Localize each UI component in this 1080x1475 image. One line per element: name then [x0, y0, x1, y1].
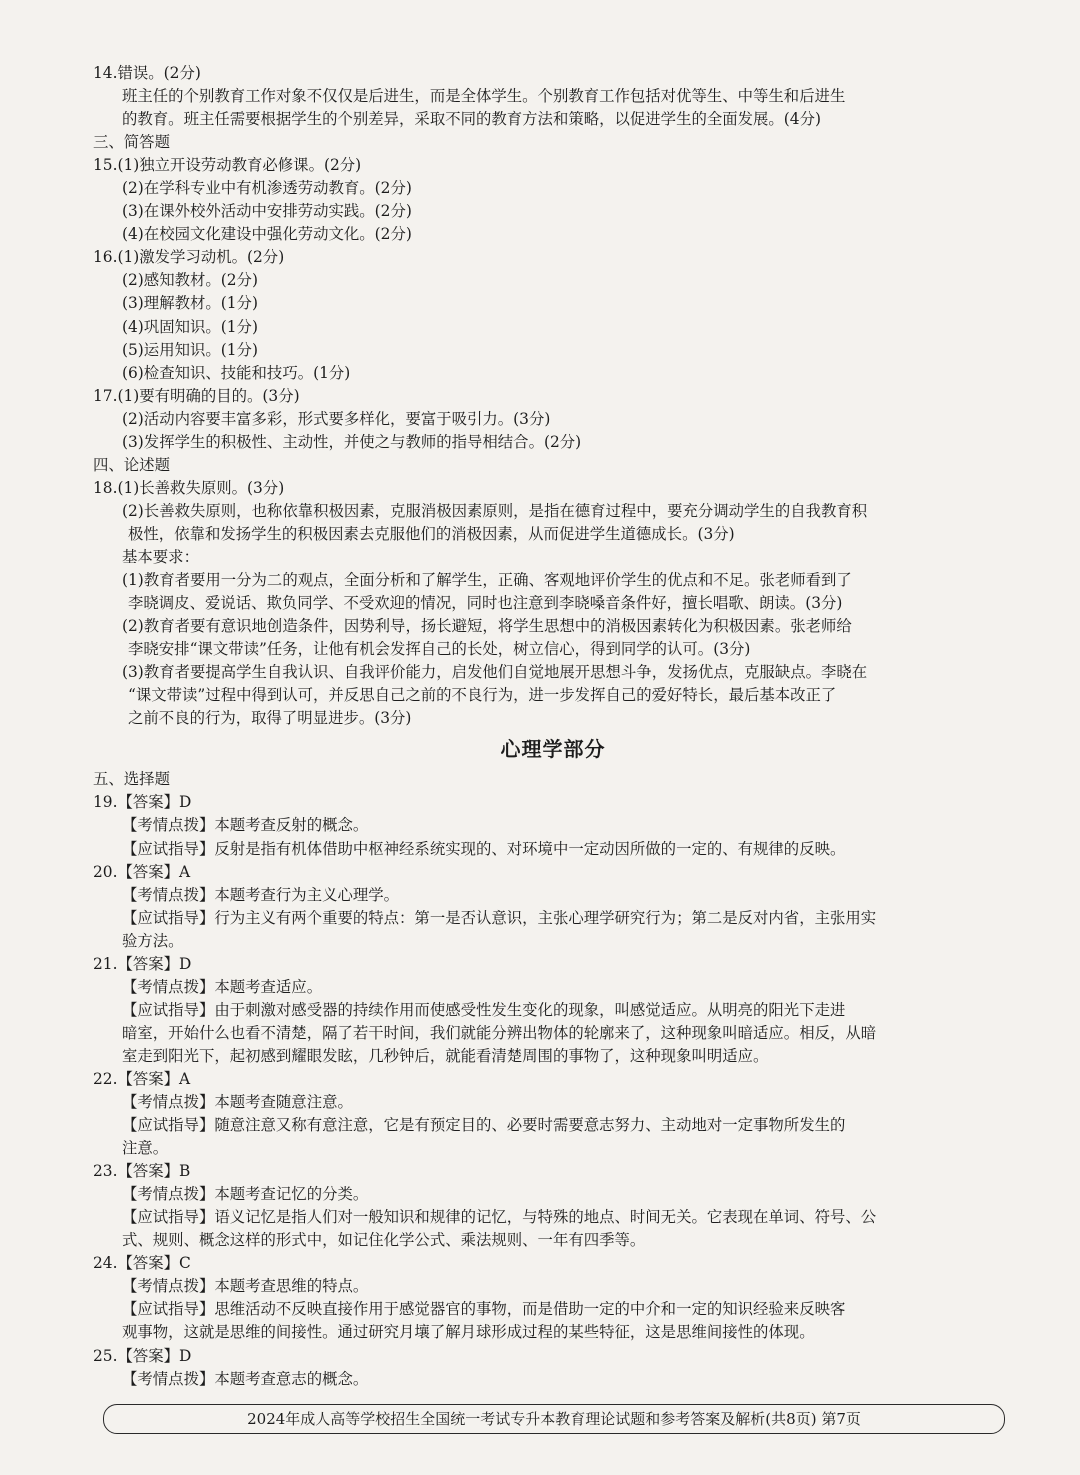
- text-line: 式、规则、概念这样的形式中，如记住化学公式、乘法规则、一年有四季等。: [122, 1231, 646, 1250]
- text-line: 24.【答案】C: [93, 1254, 191, 1273]
- text-line: (2)感知教材。(2分): [122, 271, 258, 290]
- text-line: 25.【答案】D: [93, 1346, 192, 1365]
- text-line: 【应试指导】语义记忆是指人们对一般知识和规律的记忆，与特殊的地点、时间无关。它表现在单词、符号、公: [122, 1208, 877, 1227]
- text-line: (3)在课外校外活动中安排劳动实践。(2分): [122, 202, 412, 221]
- text-line: 【应试指导】行为主义有两个重要的特点：第一是否认意识，主张心理学研究行为；第二是反对内省，主张用实: [122, 908, 877, 927]
- text-line: (3)理解教材。(1分): [122, 294, 258, 313]
- text-line: 【考情点拨】本题考查适应。: [122, 977, 323, 996]
- text-line: 20.【答案】A: [93, 862, 191, 881]
- text-line: 14.错误。(2分): [93, 64, 201, 82]
- text-line: 【考情点拨】本题考查思维的特点。: [122, 1277, 369, 1296]
- text-line: “课文带读”过程中得到认可，并反思自己之前的不良行为，进一步发挥自己的爱好特长，最后基本改正了: [128, 686, 837, 705]
- text-line: 【考情点拨】本题考查意志的概念。: [122, 1369, 369, 1388]
- text-line: (2)教育者要有意识地创造条件，因势利导，扬长避短，将学生思想中的消极因素转化为积极因素。张老师给: [122, 617, 852, 636]
- text-line: (3)教育者要提高学生自我认识、自我评价能力，启发他们自觉地展开思想斗争，发扬优点，克服缺点。李晓在: [122, 663, 868, 682]
- text-line: 五、选择题: [93, 770, 170, 789]
- text-line: 16.(1)激发学习动机。(2分): [93, 248, 285, 267]
- text-line: (5)运用知识。(1分): [122, 340, 258, 359]
- answer-content: [93, 62, 1013, 1391]
- text-line: (6)检查知识、技能和技巧。(1分): [122, 363, 351, 382]
- text-line: 22.【答案】A: [93, 1069, 191, 1088]
- text-line: (4)在校园文化建设中强化劳动文化。(2分): [122, 225, 412, 244]
- text-line: 室走到阳光下，起初感到耀眼发眩，几秒钟后，就能看清楚周围的事物了，这种现象叫明适应。: [122, 1046, 769, 1065]
- text-line: (2)长善救失原则，也称依靠积极因素，克服消极因素原则，是指在德育过程中，要充分调动学生的自我教育积: [122, 501, 868, 520]
- text-line: 【考情点拨】本题考查反射的概念。: [122, 816, 369, 835]
- text-line: (3)发挥学生的积极性、主动性，并使之与教师的指导相结合。(2分): [122, 432, 582, 451]
- text-line: 基本要求：: [122, 547, 199, 566]
- text-line: 之前不良的行为，取得了明显进步。(3分): [128, 709, 412, 728]
- text-line: 17.(1)要有明确的目的。(3分): [93, 386, 300, 405]
- text-line: (2)活动内容要丰富多彩，形式要多样化，要富于吸引力。(3分): [122, 409, 551, 428]
- text-line: 班主任的个别教育工作对象不仅仅是后进生，而是全体学生。个别教育工作包括对优等生、中等生和后进生: [122, 87, 846, 106]
- text-line: 【考情点拨】本题考查行为主义心理学。: [122, 885, 400, 904]
- text-line: 19.【答案】D: [93, 793, 192, 812]
- text-line: 三、简答题: [93, 133, 170, 152]
- text-line: 【考情点拨】本题考查随意注意。: [122, 1093, 353, 1112]
- text-line: 暗室，开始什么也看不清楚，隔了若干时间，我们就能分辨出物体的轮廓来了，这种现象叫暗适应。相反，从暗: [122, 1023, 877, 1042]
- text-line: 【应试指导】反射是指有机体借助中枢神经系统实现的、对环境中一定动因所做的一定的、有规律的反映。: [122, 839, 846, 858]
- text-line: 李晓调皮、爱说话、欺负同学、不受欢迎的情况，同时也注意到李晓嗓音条件好，擅长唱歌、朗读。(3分): [128, 594, 843, 613]
- section-title: 心理学部分: [500, 737, 606, 762]
- text-line: 极性，依靠和发扬学生的积极因素去克服他们的消极因素，从而促进学生道德成长。(3分): [128, 524, 735, 543]
- text-line: 观事物，这就是思维的间接性。通过研究月壤了解月球形成过程的某些特征，这是思维间接性的体现。: [122, 1323, 815, 1342]
- text-line: 的教育。班主任需要根据学生的个别差异，采取不同的教育方法和策略，以促进学生的全面发展。(4分): [122, 110, 821, 129]
- text-line: 【应试指导】由于刺激对感受器的持续作用而使感受性发生变化的现象，叫感觉适应。从明亮的阳光下走进: [122, 1000, 846, 1019]
- page-footer: 2024年成人高等学校招生全国统一考试专升本教育理论试题和参考答案及解析(共8页) 第7页: [103, 1404, 1005, 1434]
- text-line: 验方法。: [122, 931, 184, 950]
- text-line: 【应试指导】思维活动不反映直接作用于感觉器官的事物，而是借助一定的中介和一定的知识经验来反映客: [122, 1300, 846, 1319]
- text-line: 四、论述题: [93, 455, 170, 474]
- text-line: (1)教育者要用一分为二的观点，全面分析和了解学生，正确、客观地评价学生的优点和不足。张老师看到了: [122, 571, 852, 590]
- text-line: 【考情点拨】本题考查记忆的分类。: [122, 1185, 369, 1204]
- text-line: 【应试指导】随意注意又称有意注意，它是有预定目的、必要时需要意志努力、主动地对一定事物所发生的: [122, 1116, 846, 1135]
- text-line: 23.【答案】B: [93, 1162, 191, 1181]
- text-line: (2)在学科专业中有机渗透劳动教育。(2分): [122, 179, 412, 198]
- text-line: 21.【答案】D: [93, 954, 192, 973]
- text-line: 15.(1)独立开设劳动教育必修课。(2分): [93, 156, 362, 175]
- text-line: 注意。: [122, 1139, 169, 1158]
- text-line: 18.(1)长善救失原则。(3分): [93, 478, 285, 497]
- text-line: 李晓安排“课文带读”任务，让他有机会发挥自己的长处，树立信心，得到同学的认可。(3分): [128, 640, 751, 659]
- text-line: (4)巩固知识。(1分): [122, 317, 258, 336]
